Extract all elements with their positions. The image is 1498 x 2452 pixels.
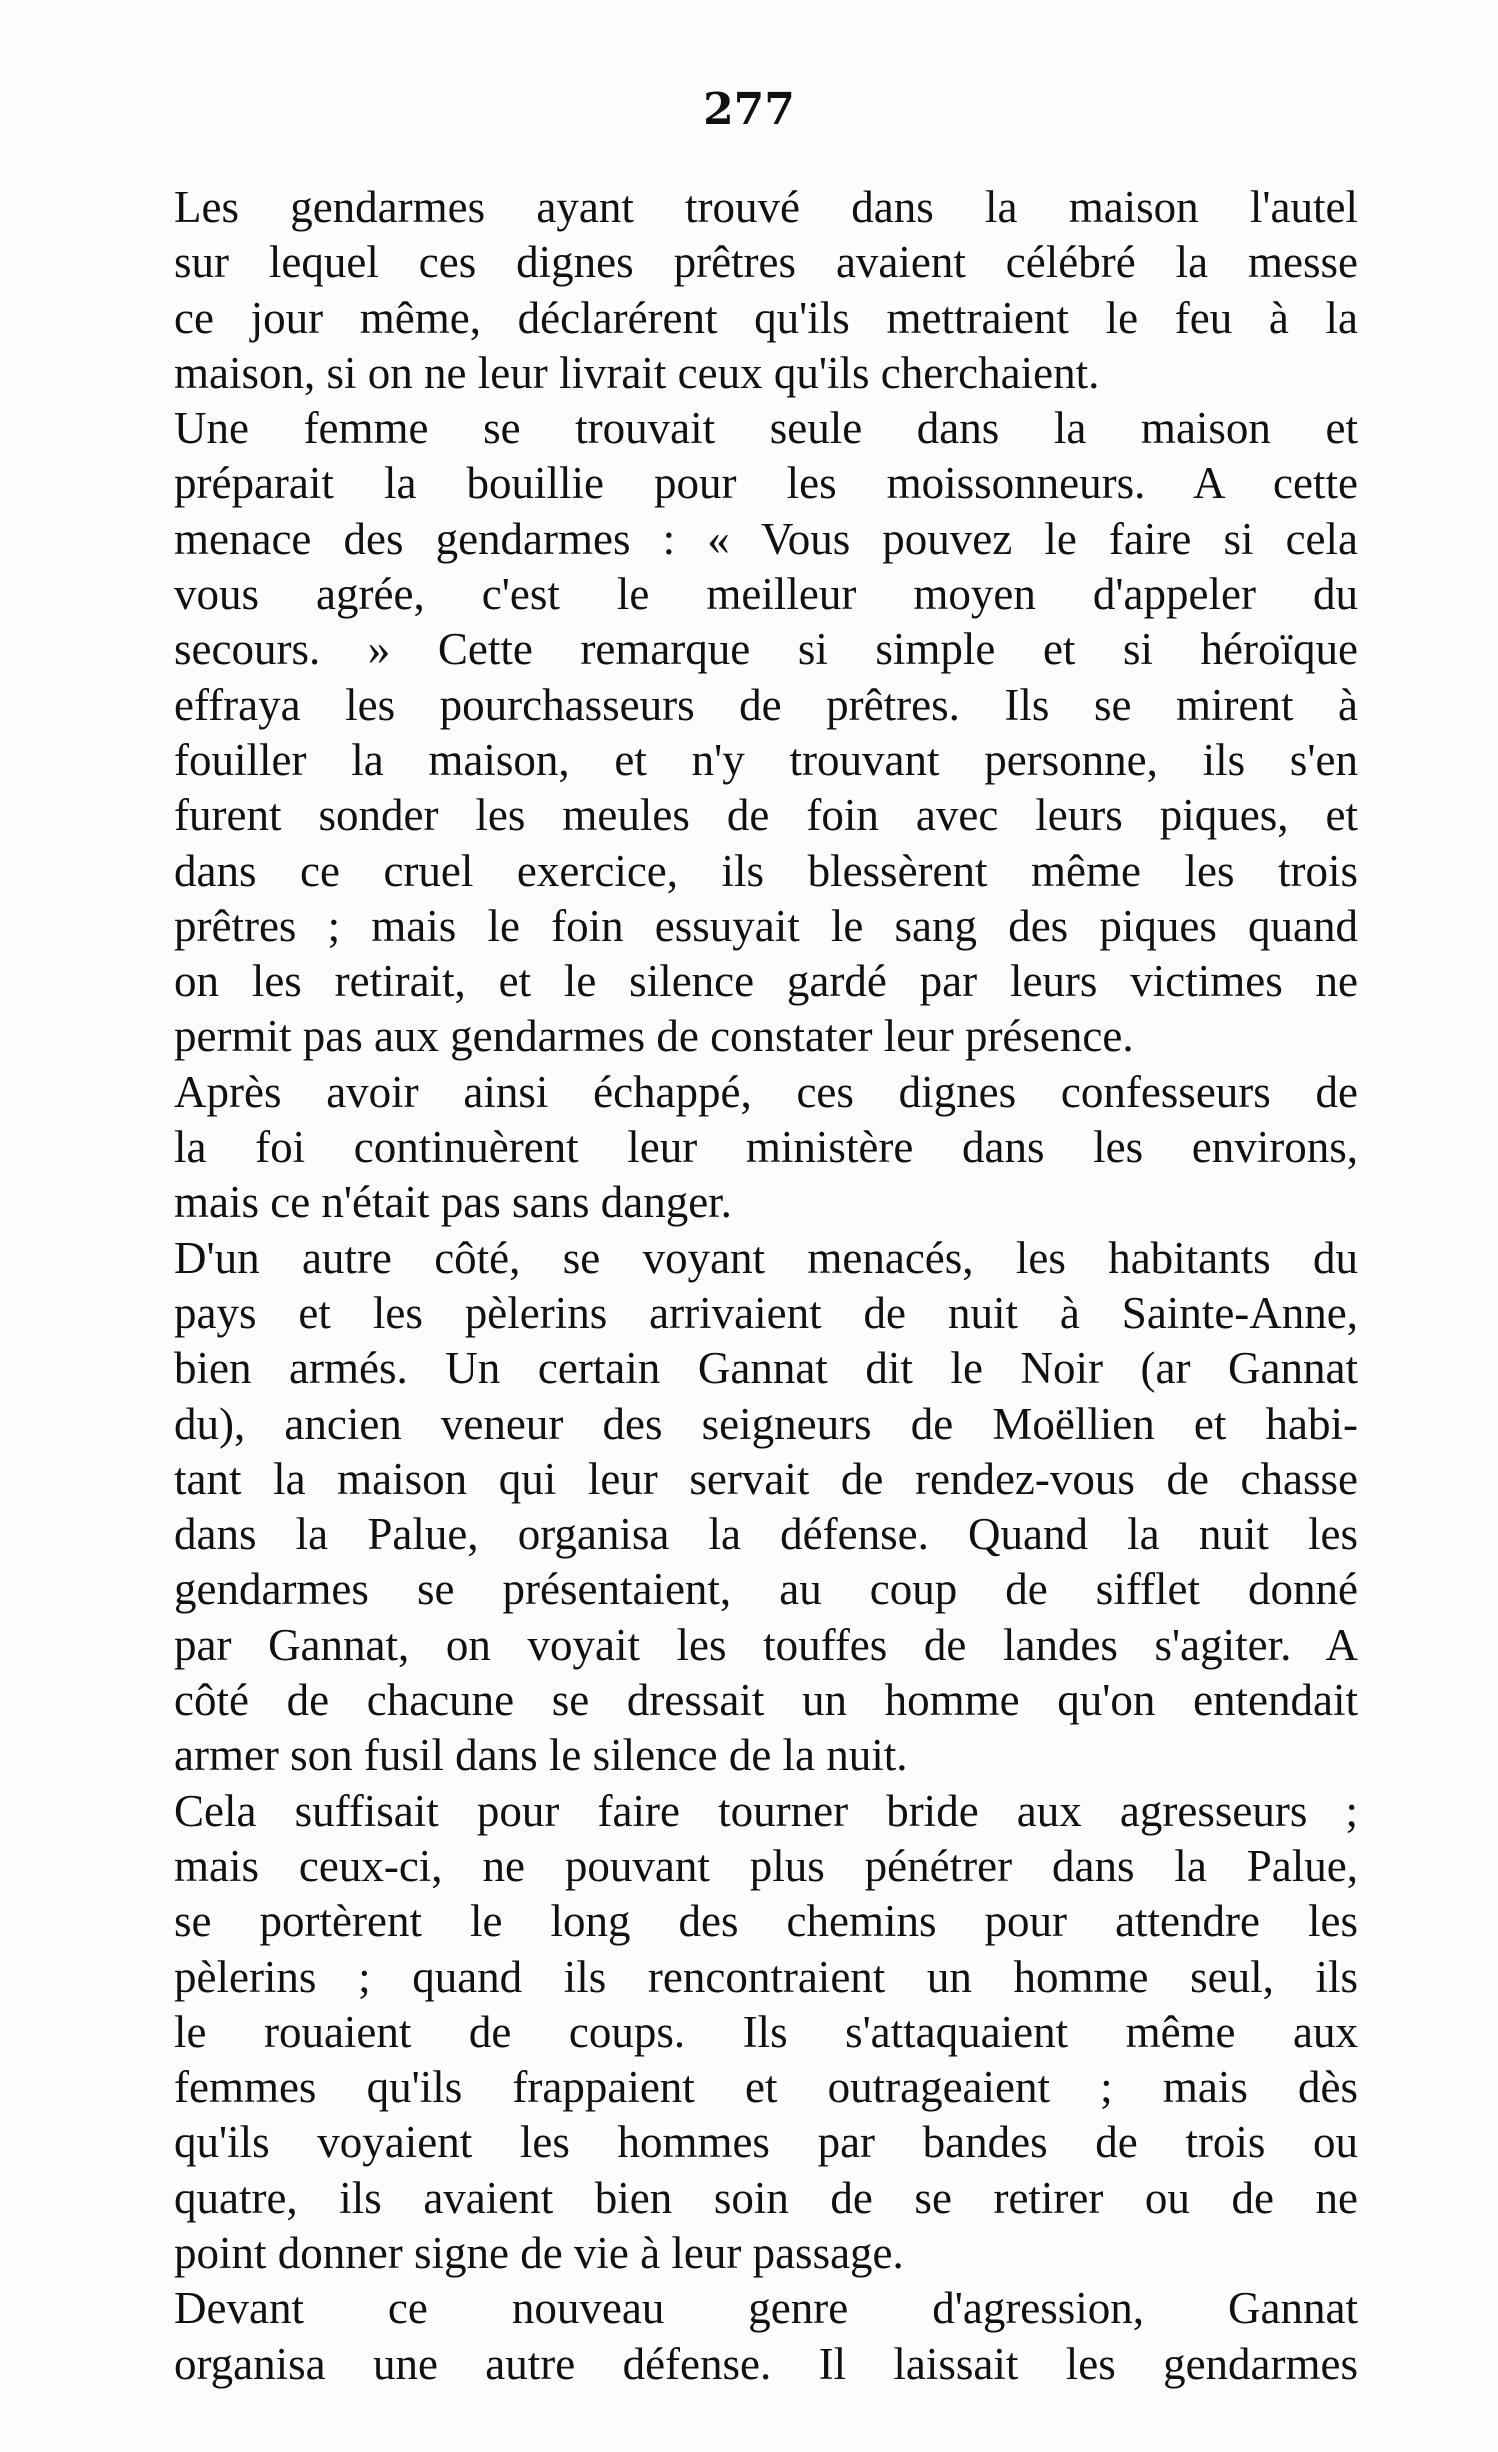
text-line: bien armés. Un certain Gannat dit le Noir (ar Gannat [174, 1343, 1358, 1394]
paragraph-4 [118, 1231, 1358, 1784]
text-line: effraya les pourchasseurs de prêtres. Ils se mirent à [174, 679, 1358, 730]
paragraph-5 [118, 1784, 1358, 2282]
text-line: se portèrent le long des chemins pour attendre les [174, 1896, 1358, 1947]
paragraph-2 [118, 401, 1358, 1065]
text-line: dans ce cruel exercice, ils blessèrent même les trois [174, 845, 1358, 896]
text-line: menace des gendarmes : « Vous pouvez le faire si cela [174, 513, 1358, 564]
text-line: D'un autre côté, se voyant menacés, les habitants du [174, 1232, 1358, 1283]
text-line: organisa une autre défense. Il laissait les gendarmes [174, 2338, 1358, 2389]
paragraph-6 [118, 2281, 1358, 2392]
text-line: prêtres ; mais le foin essuyait le sang des piques quand [174, 900, 1358, 951]
text-line: permit pas aux gendarmes de constater leur présence. [174, 1011, 1134, 1062]
text-line: tant la maison qui leur servait de rendez-vous de chasse [174, 1453, 1358, 1504]
paragraph-1 [118, 180, 1358, 401]
text-line: femmes qu'ils frappaient et outrageaient ; mais dès [174, 2062, 1358, 2113]
text-line: furent sonder les meules de foin avec leurs piques, et [174, 790, 1358, 841]
text-line: le rouaient de coups. Ils s'attaquaient même aux [174, 2006, 1358, 2057]
text-line: Les gendarmes ayant trouvé dans la maison l'autel [174, 182, 1358, 232]
text-line: Après avoir ainsi échappé, ces dignes confesseurs de [174, 1066, 1358, 1117]
text-line: maison, si on ne leur livrait ceux qu'ils cherchaient. [174, 347, 1100, 398]
text-line: pays et les pèlerins arrivaient de nuit à Sainte-Anne, [174, 1287, 1358, 1338]
text-line: mais ce n'était pas sans danger. [174, 1177, 732, 1228]
text-line: la foi continuèrent leur ministère dans les environs, [174, 1122, 1358, 1173]
text-line: par Gannat, on voyait les touffes de landes s'agiter. A [174, 1619, 1358, 1670]
text-line: sur lequel ces dignes prêtres avaient célébré la messe [174, 237, 1358, 288]
text-line: Devant ce nouveau genre d'agression, Gannat [174, 2283, 1358, 2334]
text-line: mais ceux-ci, ne pouvant plus pénétrer dans la Palue, [174, 1840, 1358, 1891]
text-line: vous agrée, c'est le meilleur moyen d'appeler du [174, 569, 1358, 620]
text-line: quatre, ils avaient bien soin de se retirer ou de ne [174, 2172, 1358, 2223]
text-line: armer son fusil dans le silence de la nuit. [174, 1730, 908, 1781]
body-text [118, 180, 1358, 2392]
text-line: point donner signe de vie à leur passage. [174, 2227, 904, 2278]
text-line: gendarmes se présentaient, au coup de sifflet donné [174, 1564, 1358, 1615]
paragraph-3 [118, 1065, 1358, 1231]
text-line: fouiller la maison, et n'y trouvant personne, ils s'en [174, 734, 1358, 785]
text-line: secours. » Cette remarque si simple et si héroïque [174, 624, 1358, 675]
text-line: pèlerins ; quand ils rencontraient un homme seul, ils [174, 1951, 1358, 2002]
text-line: Une femme se trouvait seule dans la maison et [174, 403, 1358, 454]
page-number: 277 [703, 84, 795, 135]
text-line: dans la Palue, organisa la défense. Quand la nuit les [174, 1509, 1358, 1560]
text-line: Cela suffisait pour faire tourner bride aux agresseurs ; [174, 1785, 1358, 1836]
text-line: qu'ils voyaient les hommes par bandes de trois ou [174, 2117, 1358, 2168]
text-line: préparait la bouillie pour les moissonneurs. A cette [174, 458, 1358, 509]
text-line: du), ancien veneur des seigneurs de Moëllien et habi- [174, 1398, 1358, 1449]
text-line: ce jour même, déclarérent qu'ils mettraient le feu à la [174, 292, 1358, 343]
text-line: côté de chacune se dressait un homme qu'on entendait [174, 1675, 1358, 1726]
text-line: on les retirait, et le silence gardé par leurs victimes ne [174, 956, 1358, 1007]
